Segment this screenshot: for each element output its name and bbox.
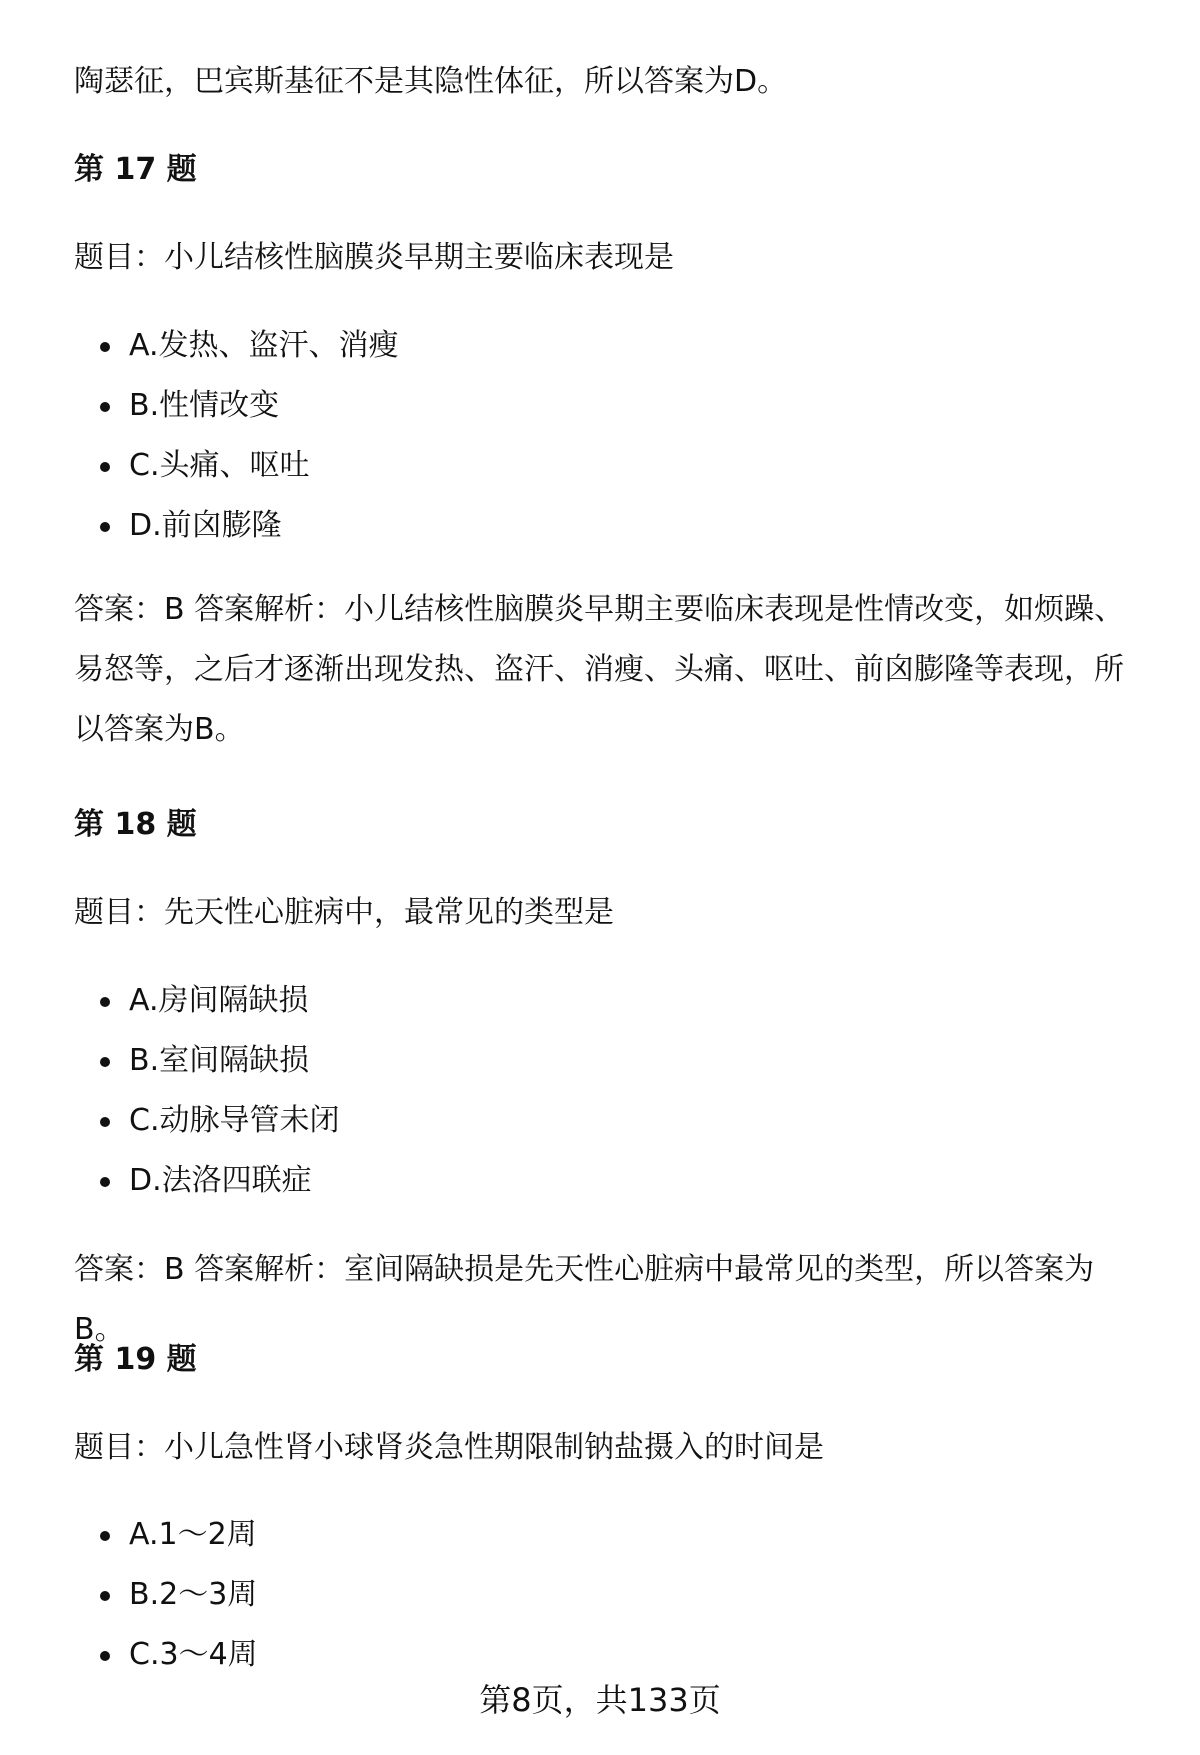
option-label: B.2～3周 [129, 1577, 258, 1612]
option-label: A.1～2周 [129, 1517, 257, 1552]
question-18-heading: 第 18 题 [74, 807, 197, 842]
option-label: A.房间隔缺损 [129, 983, 309, 1018]
bullet-icon [100, 462, 110, 472]
option-label: A.发热、盗汗、消瘦 [129, 328, 399, 363]
option-item [74, 1505, 1124, 1565]
question-18-text: 题目：先天性心脏病中，最常见的类型是 [74, 895, 614, 930]
bullet-icon [100, 1117, 110, 1127]
option-label: D.法洛四联症 [129, 1163, 312, 1198]
option-label: C.3～4周 [129, 1637, 258, 1672]
bullet-icon [100, 522, 110, 532]
question-17-options [74, 316, 1124, 556]
option-label: B.室间隔缺损 [129, 1043, 310, 1078]
option-item [74, 1565, 1124, 1625]
bullet-icon [100, 1591, 110, 1601]
question-18-options [74, 971, 1124, 1211]
option-item [74, 376, 1124, 436]
option-item [74, 1151, 1124, 1211]
bullet-icon [100, 1531, 110, 1541]
question-17-answer: 答案：B 答案解析：小儿结核性脑膜炎早期主要临床表现是性情改变，如烦躁、易怒等，之后才逐渐出现发热、盗汗、消瘦、头痛、呕吐、前囟膨隆等表现，所以答案为B。 [74, 592, 1125, 747]
question-19-options [74, 1505, 1124, 1685]
option-label: C.头痛、呕吐 [129, 448, 310, 483]
option-item [74, 316, 1124, 376]
bullet-icon [100, 342, 110, 352]
option-item [74, 496, 1124, 556]
option-item [74, 436, 1124, 496]
option-label: C.动脉导管未闭 [129, 1103, 340, 1138]
bullet-icon [100, 1177, 110, 1187]
option-item [74, 1031, 1124, 1091]
option-label: B.性情改变 [129, 388, 280, 423]
question-18-answer: 答案：B 答案解析：室间隔缺损是先天性心脏病中最常见的类型，所以答案为B。 [74, 1252, 1095, 1347]
option-item [74, 971, 1124, 1031]
question-19-heading: 第 19 题 [74, 1342, 197, 1377]
bullet-icon [100, 402, 110, 412]
page-number-footer: 第8页，共133页 [479, 1681, 721, 1719]
bullet-icon [100, 997, 110, 1007]
question-17-text: 题目：小儿结核性脑膜炎早期主要临床表现是 [74, 240, 674, 275]
option-label: D.前囟膨隆 [129, 508, 282, 543]
intro-text: 陶瑟征，巴宾斯基征不是其隐性体征，所以答案为D。 [74, 64, 788, 99]
option-item [74, 1091, 1124, 1151]
question-19-text: 题目：小儿急性肾小球肾炎急性期限制钠盐摄入的时间是 [74, 1430, 824, 1465]
bullet-icon [100, 1057, 110, 1067]
question-17-heading: 第 17 题 [74, 152, 197, 187]
bullet-icon [100, 1651, 110, 1661]
